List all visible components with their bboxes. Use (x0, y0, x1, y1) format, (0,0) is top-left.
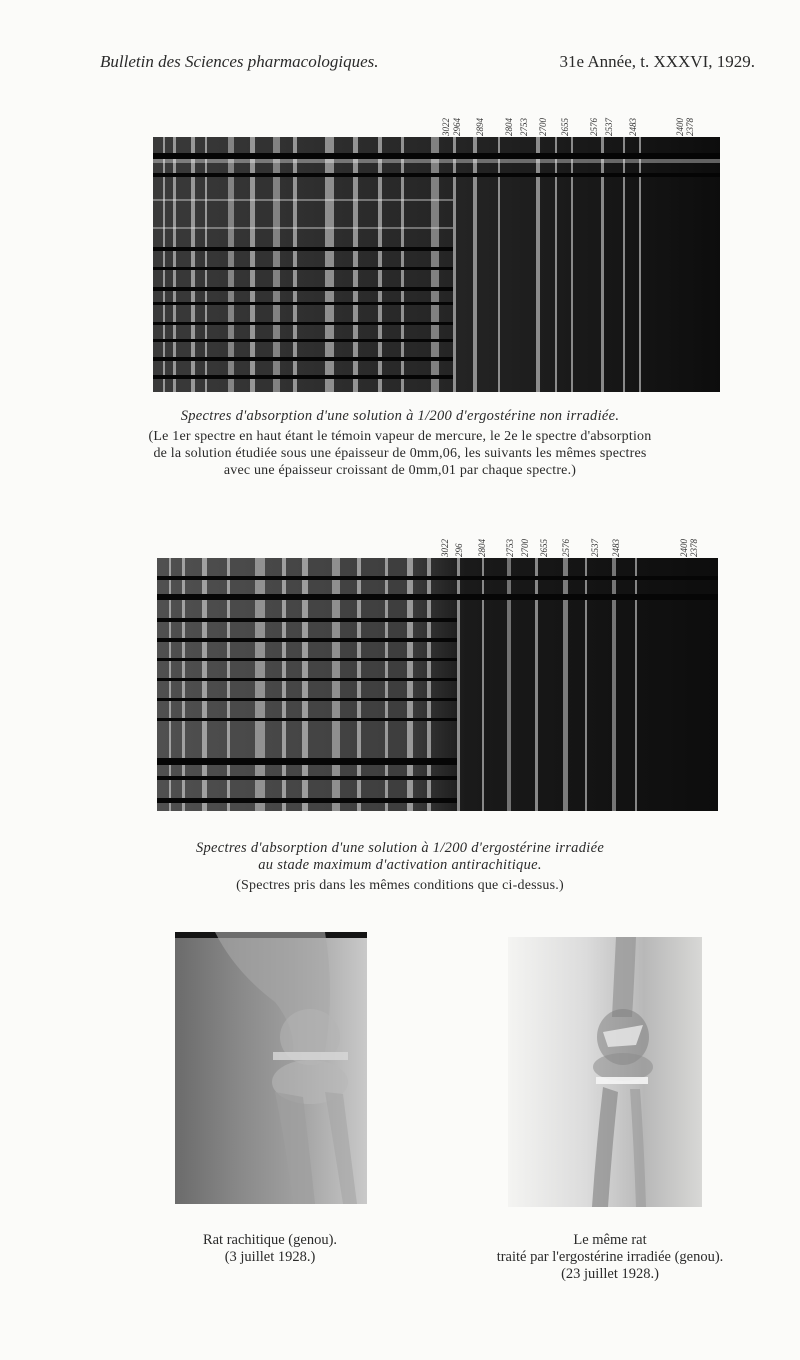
wavelength-label: 2753 (505, 539, 515, 557)
xray-left-caption (130, 1232, 410, 1266)
wavelength-label: 2400 (679, 539, 689, 557)
absorption-spectrum-irradiated (157, 558, 718, 811)
wavelength-label: 3022 (441, 118, 451, 136)
figure1-caption (0, 408, 800, 479)
figure1-caption-note: (Le 1er spectre en haut étant le témoin vapeur de mercure, le 2e le spectre d'absorption (148, 429, 652, 444)
xray-treated-knee (508, 937, 702, 1207)
xray-right-caption-line: Le même rat (573, 1232, 647, 1248)
xray-left-caption-line: Rat rachitique (genou). (202, 1232, 338, 1248)
figure1-caption-title: Spectres d'absorption d'une solution à 1/200 d'ergostérine non irradiée. (180, 408, 620, 424)
journal-title: Bulletin des Sciences pharmacologiques. (100, 52, 379, 71)
wavelength-label: 2400 (675, 118, 685, 136)
figure2-caption-title: au stade maximum d'activation antirachitique. (258, 857, 542, 873)
wavelength-label: 2894 (475, 118, 485, 136)
xray-right-caption (420, 1232, 800, 1283)
wavelength-label: 2700 (520, 539, 530, 557)
xray-rachitic-knee (175, 932, 367, 1204)
xray-left-caption-date: (3 juillet 1928.) (224, 1249, 316, 1265)
wavelength-label: 2378 (685, 118, 695, 136)
wavelength-label: 2804 (477, 539, 487, 557)
wavelength-label: 2700 (538, 118, 548, 136)
wavelength-label: 2378 (689, 539, 699, 557)
wavelength-label: 2576 (561, 539, 571, 557)
wavelength-label: 296 (454, 543, 464, 557)
wavelength-label: 2655 (539, 539, 549, 557)
wavelength-label: 2537 (604, 118, 614, 136)
figure2-caption (0, 840, 800, 894)
figure2-caption-note: (Spectres pris dans les mêmes conditions que ci-dessus.) (236, 878, 564, 893)
wavelength-label: 3022 (440, 539, 450, 557)
xray-right-caption-line: traité par l'ergostérine irradiée (genou). (496, 1249, 724, 1265)
absorption-spectrum-non-irradiated (153, 137, 720, 392)
volume-info: 31e Année, t. XXXVI, 1929. (559, 52, 755, 71)
figure1-caption-note: de la solution étudiée sous une épaisseur de 0mm,06, les suivants les mêmes spectres (153, 446, 647, 461)
figure2-caption-title: Spectres d'absorption d'une solution à 1/200 d'ergostérine irradiée (195, 840, 605, 856)
wavelength-label: 2576 (589, 118, 599, 136)
wavelength-label: 2483 (628, 118, 638, 136)
wavelength-label: 2964 (452, 118, 462, 136)
figure1-caption-note: avec une épaisseur croissant de 0mm,01 par chaque spectre.) (223, 463, 577, 478)
wavelength-label: 2655 (560, 118, 570, 136)
wavelength-label: 2483 (611, 539, 621, 557)
xray-right-caption-date: (23 juillet 1928.) (561, 1266, 659, 1282)
wavelength-label: 2753 (519, 118, 529, 136)
wavelength-label: 2537 (590, 539, 600, 557)
wavelength-label: 2804 (504, 118, 514, 136)
